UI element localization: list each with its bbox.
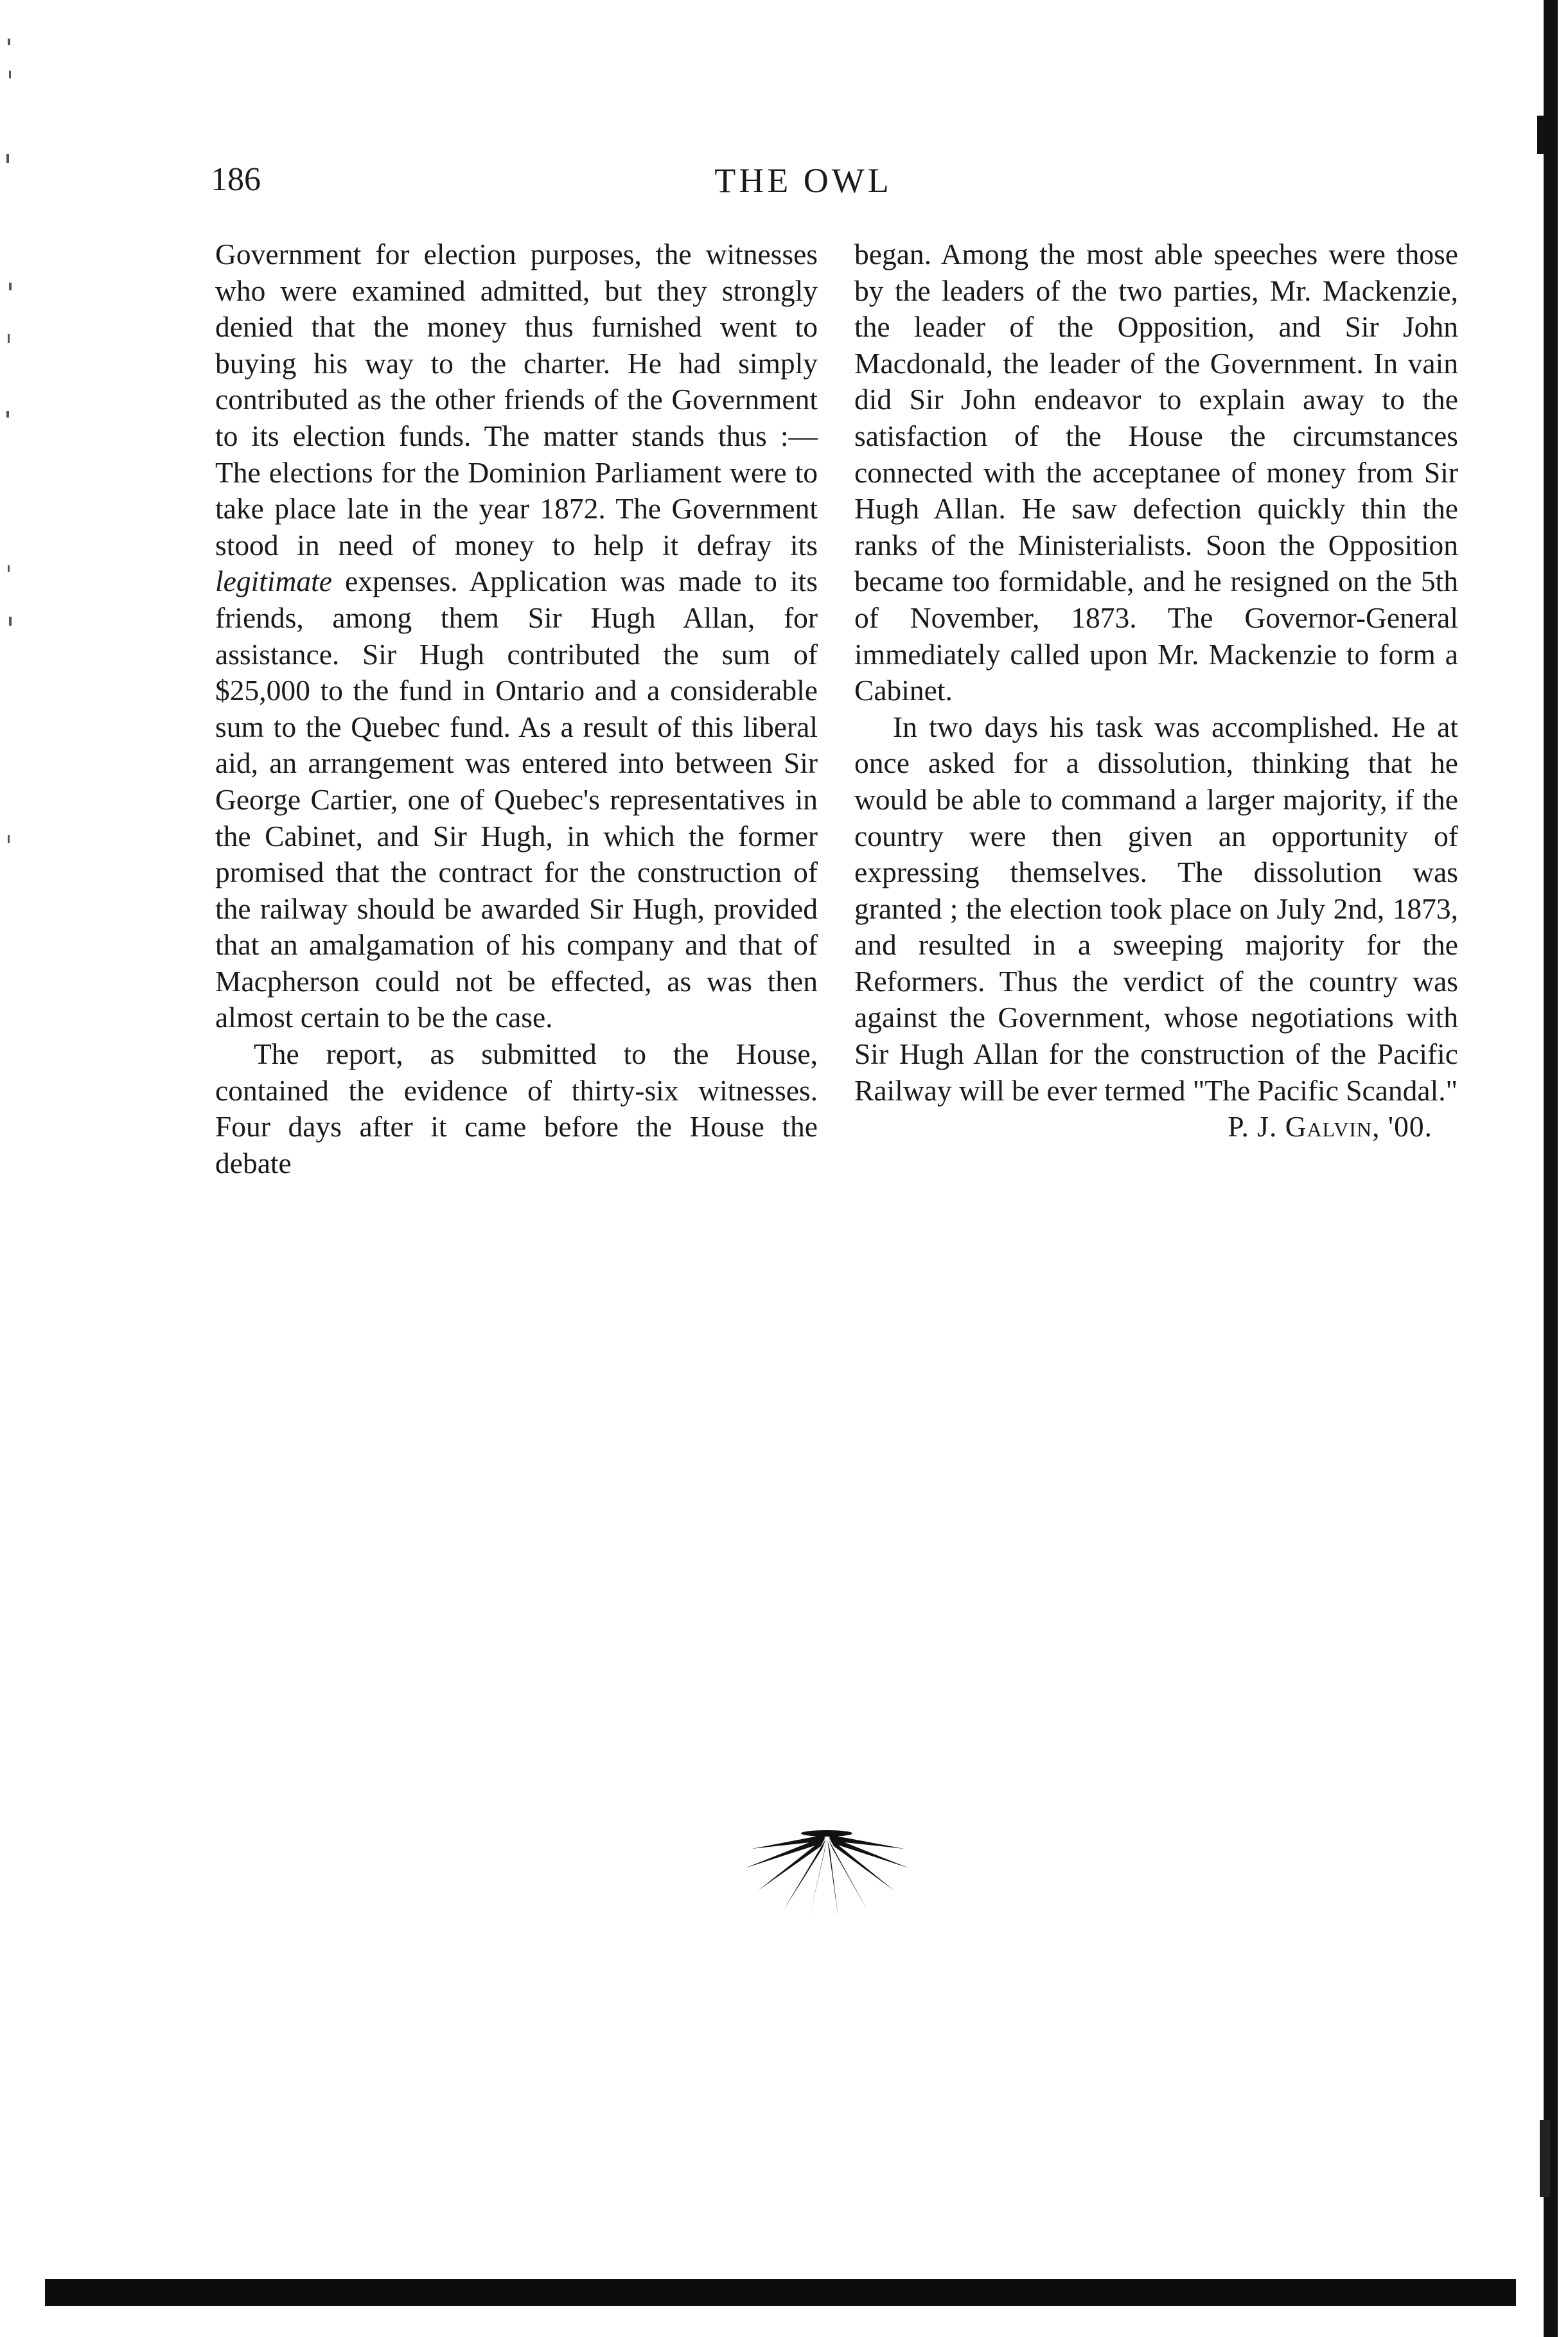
left-paragraph-1-text: Government for election purposes, the witnesses who were examined admitted, but they strongly denied that the money thus furnished went to buying his way to the charter. He had simply contributed as the other friends of the Government to its election funds. The matter stands thus :— The elections for the Dominion Parliament were to take place late in the year 1872. The Government stood in need of money to help it defray its <box>215 238 818 561</box>
page-edge-shadow <box>1528 0 1560 2337</box>
right-paragraph-1: began. Among the most able speeches were those by the leaders of the two parties, Mr. Mackenzie, the leader of the Opposition, and Sir John Macdonald, the leader of the Government. In vain did Sir John endeavor to explain away to the satisfaction of the House the circumstances connected with the acceptanee of money from Sir Hugh Allan. He saw defection quickly thin the ranks of the Ministerialists. Soon the Opposition became too formidable, and he resigned on the 5th of November, 1873. The Governor-General immediately called upon Mr. Mackenzie to form a Cabinet. <box>854 238 1458 707</box>
margin-specks <box>0 0 39 1092</box>
right-column <box>854 236 1458 1145</box>
author-signature: P. J. Galvin, '00. <box>1228 1110 1432 1143</box>
page-number: 186 <box>211 161 261 198</box>
fan-ornament-icon <box>726 1823 925 1919</box>
left-paragraph-2: The report, as submitted to the House, contained the evidence of thirty-six witnesses. Four days after it came before the House the debate <box>215 1037 818 1179</box>
bottom-rule <box>45 2279 1516 2306</box>
italic-word: legitimate <box>215 565 332 598</box>
right-paragraph-2: In two days his task was accomplished. He at once asked for a dissolution, thinking that he would be able to command a larger majority, if the country were then given an opportunity of expressing themselves. The dissolution was granted ; the election took place on July 2nd, 1873, and resulted in a sweeping majority for the Reformers. Thus the verdict of the country was against the Government, whose negotiations with Sir Hugh Allan for the construction of the Pacific Railway will be ever termed "The Pacific Scandal." <box>854 710 1458 1107</box>
left-paragraph-1 <box>215 236 818 1036</box>
left-column <box>215 236 818 1181</box>
running-title: THE OWL <box>714 161 892 200</box>
left-paragraph-1-end: expenses. Application was made to its friends, among them Sir Hugh Allan, for assistance. Sir Hugh contributed the sum of $25,000 to the fund in Ontario and a considerable sum to the Quebec fund. As a result of this liberal aid, an arrangement was entered into between Sir George Cartier, one of Quebec's representatives in the Cabinet, and Sir Hugh, in which the former promised that the contract for the construction of the railway should be awarded Sir Hugh, provided that an amalgamation of his company and that of Macpherson could not be effected, as was then almost certain to be the case. <box>215 565 818 1034</box>
